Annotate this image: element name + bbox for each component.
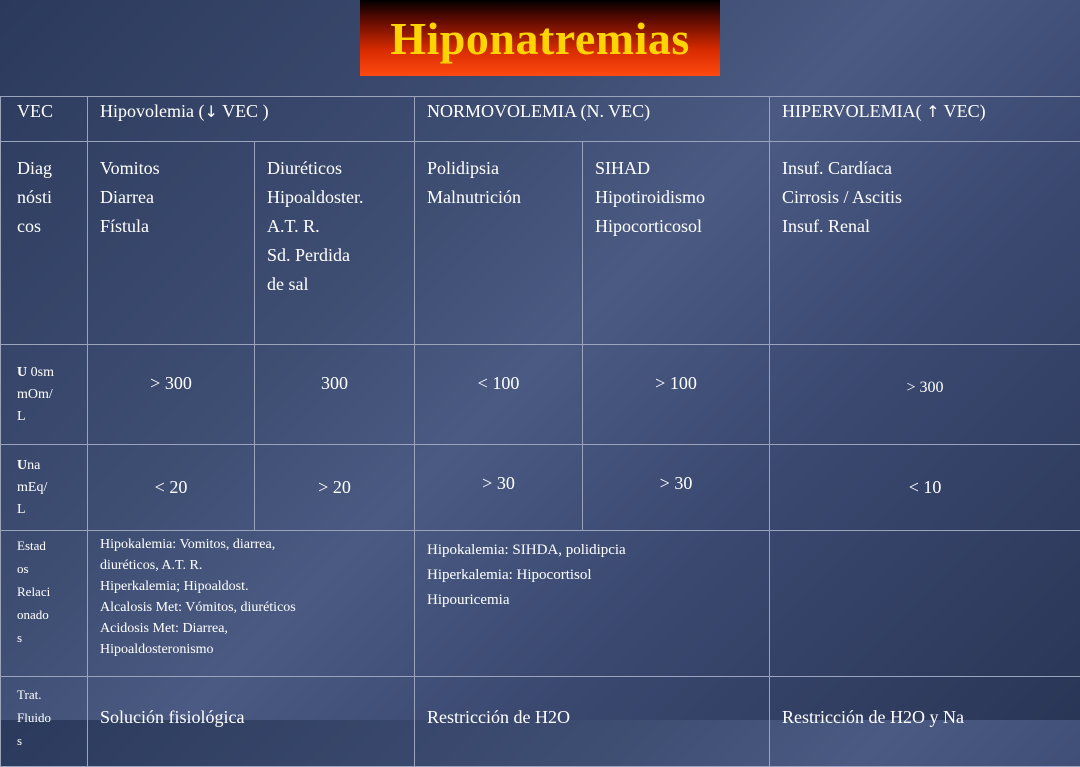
estados-hipervolemia (770, 531, 1080, 677)
uosm-value-4: > 100 (583, 345, 770, 445)
label-line: L (17, 499, 87, 521)
label-line: s (17, 729, 87, 752)
cell-line: Hiperkalemia: Hipocortisol (427, 563, 769, 588)
label-line: s (17, 626, 87, 649)
cell-line: Fístula (100, 212, 254, 241)
label-line: mOm/ (17, 384, 87, 406)
header-hiper-end: VEC) (939, 101, 985, 121)
cell-line: Hipocorticosol (595, 212, 769, 241)
label-part: 0sm (27, 365, 54, 380)
label-line: os (17, 557, 87, 580)
cell-line: Insuf. Renal (782, 212, 1080, 241)
label-line: L (17, 406, 87, 428)
label-line: Diag (17, 154, 87, 183)
header-hipovolemia (88, 97, 415, 142)
cell-line: Sd. Perdida (267, 241, 414, 270)
uosm-value-5: > 300 (770, 345, 1080, 445)
row-label-tratamiento (1, 677, 88, 767)
down-arrow-icon: ↓ (204, 97, 217, 126)
cell-line: Vomitos (100, 154, 254, 183)
label-line: onado (17, 603, 87, 626)
header-normo-label: NORMOVOLEMIA (N. VEC) (427, 101, 650, 121)
label-line: cos (17, 212, 87, 241)
label-bold: U (17, 365, 27, 380)
cell-line: Hipokalemia: Vomitos, diarrea, (100, 534, 414, 555)
cell-line: Hiperkalemia; Hipoaldost. (100, 576, 414, 597)
trat-hipovolemia: Solución fisiológica (88, 677, 415, 767)
diag-hipo-extrarenal (88, 142, 255, 345)
header-hipo-label: Hipovolemia ( (100, 101, 204, 121)
uosm-value-3: < 100 (415, 345, 583, 445)
table-row-uosm (1, 345, 1080, 445)
cell-line: Hipouricemia (427, 588, 769, 613)
cell-line: diuréticos, A.T. R. (100, 555, 414, 576)
cell-line: Malnutrición (427, 183, 582, 212)
label-line (17, 455, 87, 477)
cell-line: de sal (267, 270, 414, 299)
diag-normo-2 (583, 142, 770, 345)
up-arrow-icon: ↑ (926, 97, 939, 126)
row-label-diagnosticos (1, 142, 88, 345)
trat-normovolemia: Restricción de H2O (415, 677, 770, 767)
label-part: na (27, 458, 40, 473)
table-header-row (1, 97, 1080, 142)
una-value-5: < 10 (770, 445, 1080, 531)
header-hipervolemia (770, 97, 1080, 142)
table-row-tratamiento (1, 677, 1080, 767)
row-label-una (1, 445, 88, 531)
estados-hipovolemia (88, 531, 415, 677)
uosm-value-1: > 300 (88, 345, 255, 445)
cell-line: Diarrea (100, 183, 254, 212)
label-line: nósti (17, 183, 87, 212)
estados-normovolemia (415, 531, 770, 677)
table-row-una (1, 445, 1080, 531)
label-line: Estad (17, 534, 87, 557)
table-row-diagnosticos (1, 142, 1080, 345)
diag-hipo-renal (255, 142, 415, 345)
cell-line: Cirrosis / Ascitis (782, 183, 1080, 212)
uosm-value-2: 300 (255, 345, 415, 445)
hiponatremia-table (0, 96, 1080, 767)
diag-normo-1 (415, 142, 583, 345)
page-title: Hiponatremias (390, 12, 690, 65)
label-bold: U (17, 458, 27, 473)
cell-line: Hipoaldoster. (267, 183, 414, 212)
cell-line: Polidipsia (427, 154, 582, 183)
row-label-uosm (1, 345, 88, 445)
una-value-1: < 20 (88, 445, 255, 531)
cell-line: Diuréticos (267, 154, 414, 183)
label-line: mEq/ (17, 477, 87, 499)
row-label-estados (1, 531, 88, 677)
cell-line: A.T. R. (267, 212, 414, 241)
label-line: Relaci (17, 580, 87, 603)
una-value-4: > 30 (583, 445, 770, 531)
cell-line: Hipokalemia: SIHDA, polidipcia (427, 538, 769, 563)
cell-line: Hipoaldosteronismo (100, 639, 414, 660)
cell-line: Acidosis Met: Diarrea, (100, 618, 414, 639)
header-normovolemia (415, 97, 770, 142)
header-hiper-label: HIPERVOLEMIA( (782, 101, 922, 121)
table-row-estados (1, 531, 1080, 677)
cell-line: Alcalosis Met: Vómitos, diuréticos (100, 597, 414, 618)
cell-line: Insuf. Cardíaca (782, 154, 1080, 183)
diag-hiper (770, 142, 1080, 345)
una-value-2: > 20 (255, 445, 415, 531)
header-vec (1, 97, 88, 142)
cell-line: Hipotiroidismo (595, 183, 769, 212)
cell-line: SIHAD (595, 154, 769, 183)
label-line (17, 362, 87, 384)
header-vec-label: VEC (17, 101, 53, 121)
label-line: Trat. (17, 683, 87, 706)
header-hipo-end: VEC ) (218, 101, 269, 121)
label-line: Fluido (17, 706, 87, 729)
title-banner (360, 0, 720, 76)
una-value-3: > 30 (415, 445, 583, 531)
trat-hipervolemia: Restricción de H2O y Na (770, 677, 1080, 767)
